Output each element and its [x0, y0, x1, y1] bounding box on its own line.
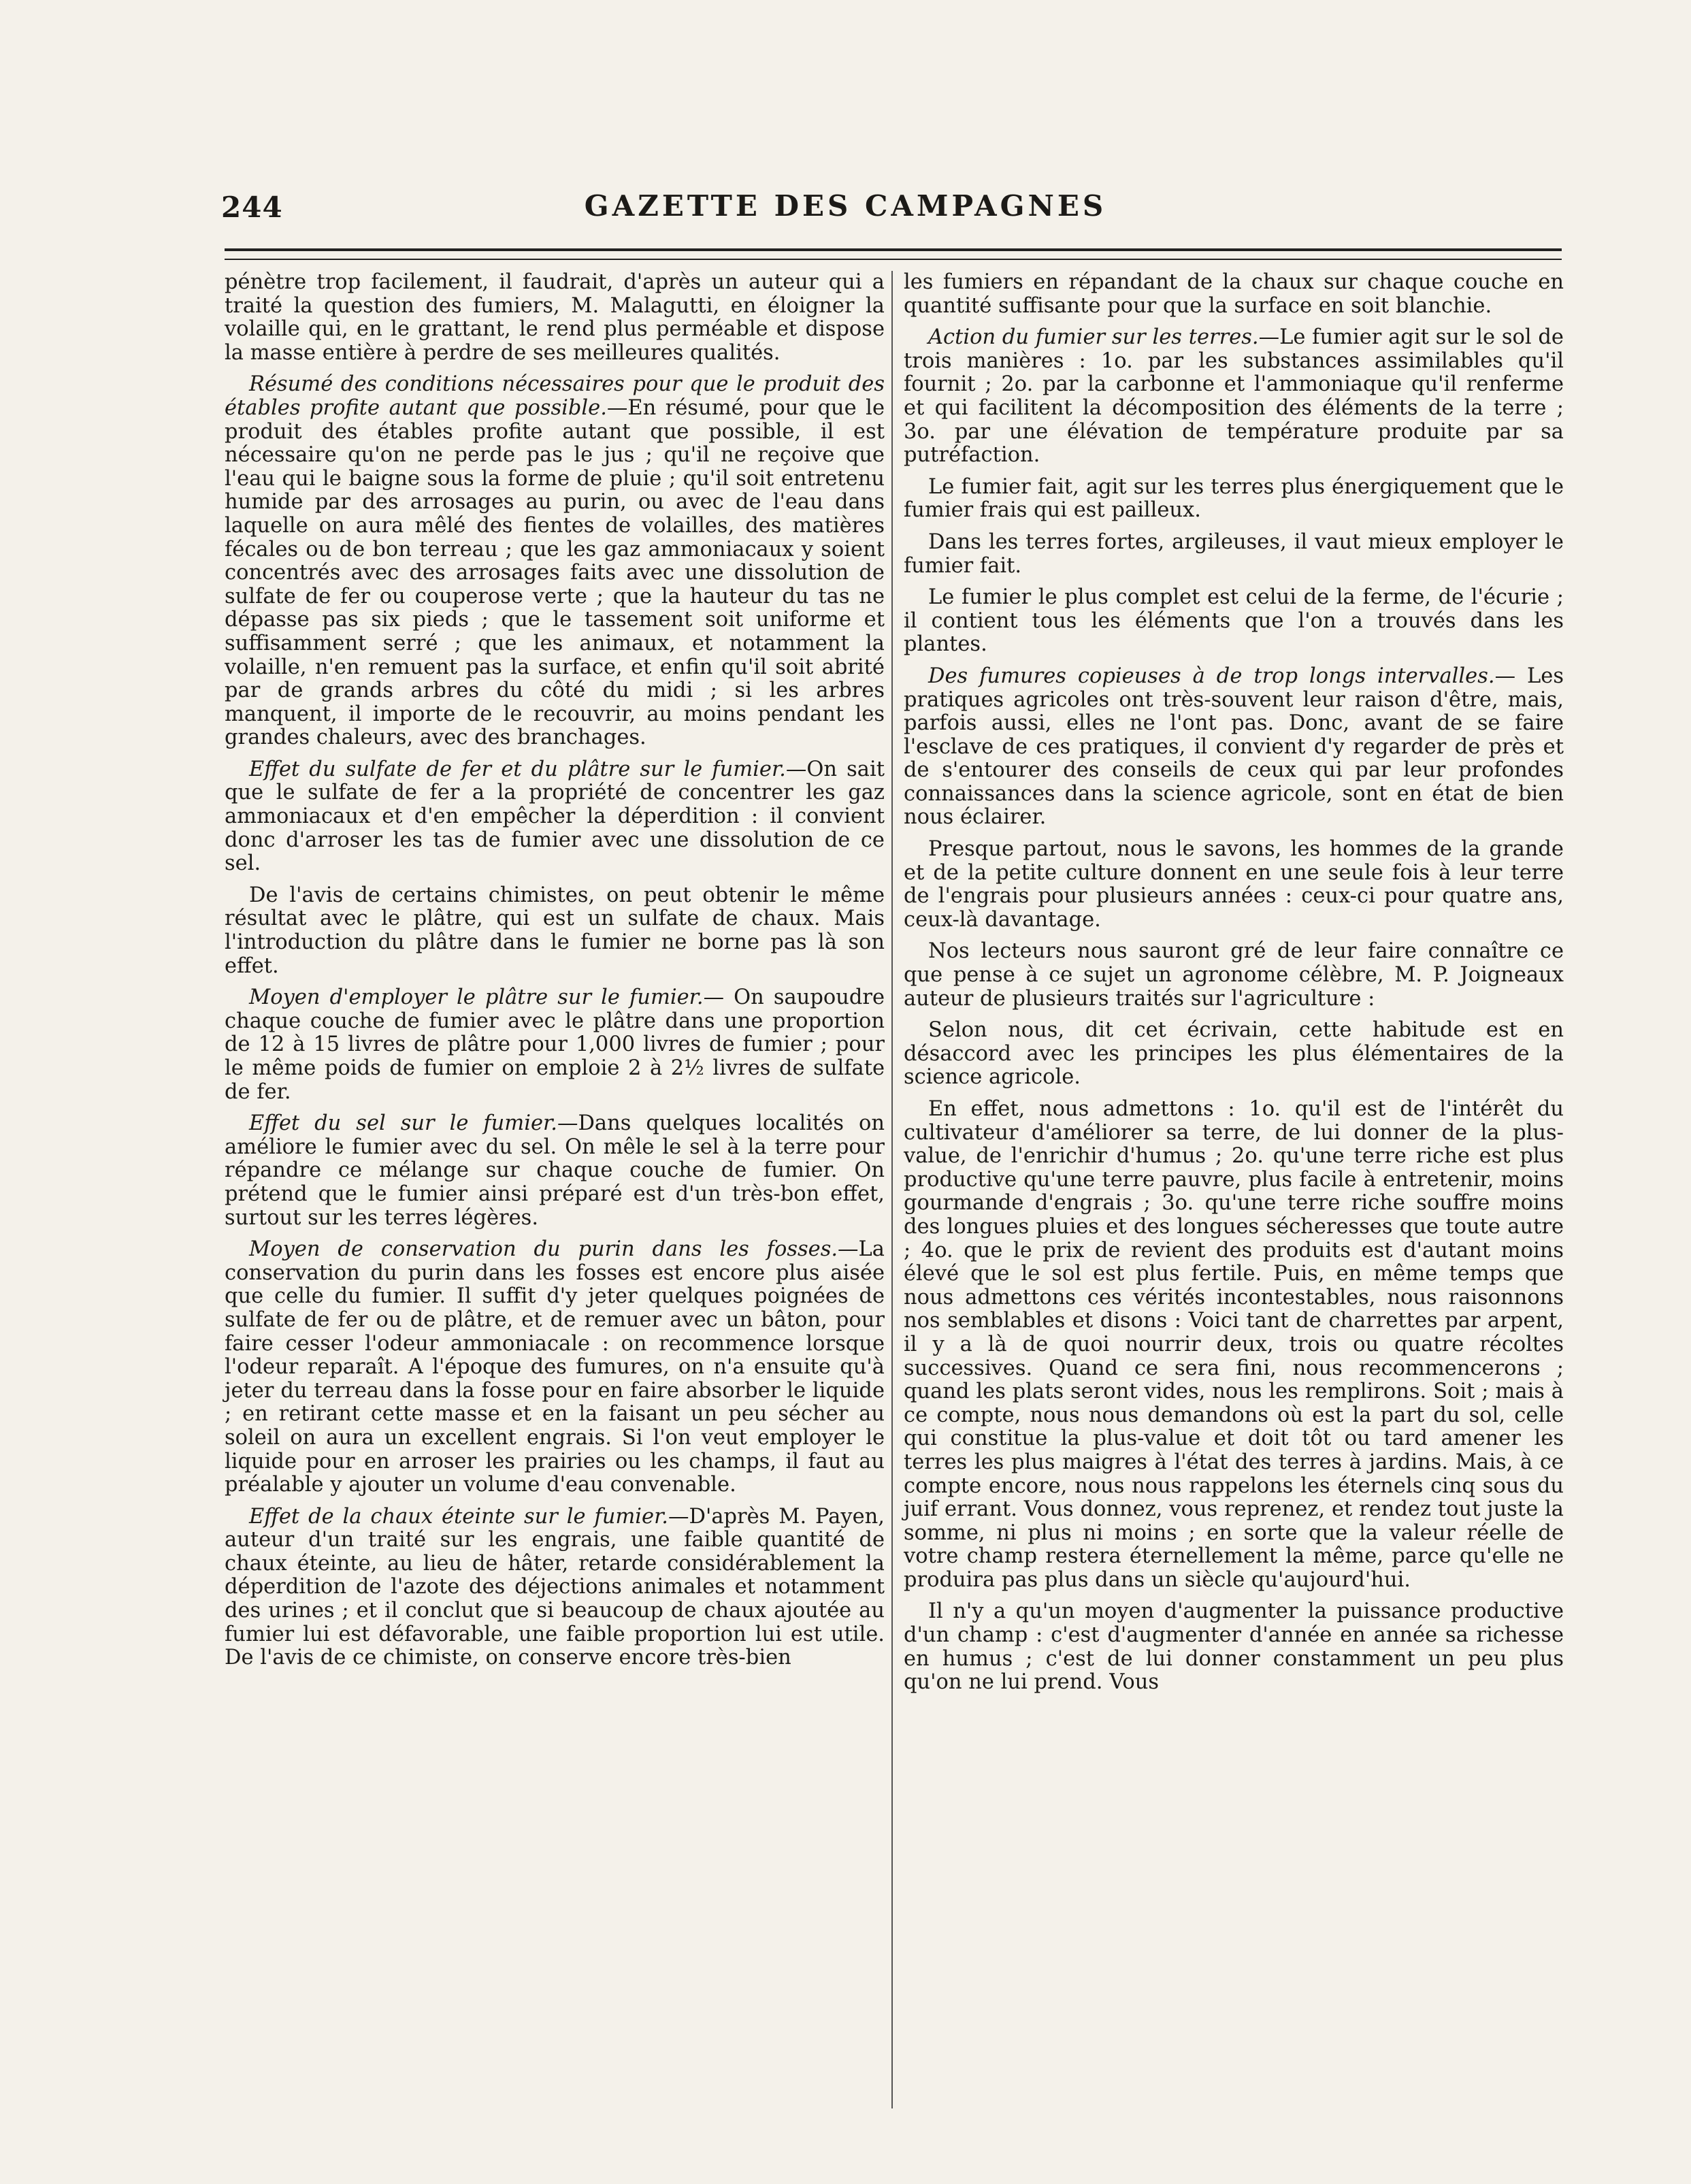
paragraph-text: Le fumier le plus complet est celui de la ferme, de l'écurie ; il contient tous les éléments que l'on a trouvés dans les plantes. [904, 585, 1564, 657]
paragraph [225, 884, 885, 978]
paragraph-text: les fumiers en répandant de la chaux sur chaque couche en quantité suffisante pour que la surface en soit blanchie. [904, 270, 1564, 318]
paragraph-text: —Le fumier agit sur le sol de trois manières : 1o. par les substances assimilables qu'il fournit ; 2o. par la carbonne et l'ammoniaque qu'il renferme et qui facilitent la décomposition des éléments de la terre ; 3o. par une élévation de température produite par sa putréfaction. [904, 325, 1564, 468]
section-heading: Effet du sulfate de fer et du plâtre sur le fumier. [249, 757, 786, 781]
paragraph [225, 986, 885, 1104]
paragraph [225, 1112, 885, 1230]
paragraph-text: Dans les terres fortes, argileuses, il vaut mieux employer le fumier fait. [904, 529, 1564, 578]
paragraph-text: De l'avis de certains chimistes, on peut obtenir le même résultat avec le plâtre, qui est un sulfate de chaux. Mais l'introduction du plâtre dans le fumier ne borne pas là son effet. [225, 883, 885, 978]
paragraph [904, 665, 1564, 830]
left-column [225, 271, 885, 1678]
paragraph [904, 586, 1564, 657]
section-heading: Des fumures copieuses à de trop longs intervalles. [928, 664, 1495, 688]
section-heading: Moyen de conservation du purin dans les fosses. [249, 1237, 838, 1262]
paragraph-text: — On saupoudre chaque couche de fumier avec le plâtre dans une proportion de 12 à 15 livres de plâtre pour 1,000 livres de fumier ; pour le même poids de fumier on emploie 2 à 2½ livres de sulfate de fer. [225, 985, 885, 1104]
header-rule-thick [225, 248, 1562, 251]
section-heading: Moyen d'employer le plâtre sur le fumier. [249, 985, 704, 1010]
paragraph-text: —D'après M. Payen, auteur d'un traité sur les engrais, une faible quantité de chaux éteinte, au lieu de hâter, retarde considérablement la déperdition de l'azote des déjections animales et notamment des urines ; et il conclut que si beaucoup de chaux ajoutée au fumier lui est défavorable, une faible proportion lui est utile. De l'avis de ce chimiste, on conserve encore très-bien [225, 1504, 885, 1670]
paragraph [904, 1019, 1564, 1090]
paragraph [904, 531, 1564, 578]
header-rule-thin [225, 259, 1562, 260]
paragraph-text: Il n'y a qu'un moyen d'augmenter la puissance productive d'un champ : c'est d'augmenter d'année en année sa richesse en humus ; c'est de lui donner constamment un peu plus qu'on ne lui prend. Vous [904, 1599, 1564, 1695]
paragraph-text: Le fumier fait, agit sur les terres plus énergiquement que le fumier frais qui est pailleux. [904, 474, 1564, 523]
paragraph [225, 373, 885, 750]
paragraph-text: Presque partout, nous le savons, les hommes de la grande et de la petite culture donnent en une seule fois à leur terre de l'engrais pour plusieurs années : ceux-ci pour quatre ans, ceux-là davantage. [904, 837, 1564, 932]
paragraph-text: —Dans quelques localités on améliore le fumier avec du sel. On mêle le sel à la terre pour répandre ce mélange sur chaque couche de fumier. On prétend que le fumier ainsi préparé est d'un très-bon effet, surtout sur les terres légères. [225, 1111, 885, 1230]
paragraph-text: —La conservation du purin dans les fosses est encore plus aisée que celle du fumier. Il suffit d'y jeter quelques poignées de sulfate de fer ou de plâtre, et de remuer avec un bâton, pour faire cesser l'odeur ammoniacale : on recommence lorsque l'odeur reparaît. A l'époque des fumures, on n'a ensuite qu'à jeter du terreau dans la fosse pour en faire absorber le liquide ; en retirant cette masse et en la faisant un peu sécher au soleil on aura un excellent engrais. Si l'on veut employer le liquide pour en arroser les prairies ou les champs, il faut au préalable y ajouter un volume d'eau convenable. [225, 1237, 885, 1497]
paragraph-text: pénètre trop facilement, il faudrait, d'après un auteur qui a traité la question des fumiers, M. Malagutti, en éloigner la volaille qui, en le grattant, le rend plus perméable et dispose la masse entière à perdre de ses meilleures qualités. [225, 270, 885, 365]
section-heading: Effet de la chaux éteinte sur le fumier. [249, 1504, 668, 1529]
right-column [904, 271, 1564, 1703]
paragraph-text: — Les pratiques agricoles ont très-souvent leur raison d'être, mais, parfois aussi, elles ne l'ont pas. Donc, avant de se faire l'esclave de ces pratiques, il convient d'y regarder de près et de s'entourer des conseils de ceux qui par leur profondes connaissances dans la science agricole, sont en état de bien nous éclairer. [904, 664, 1564, 830]
section-heading: Résumé des conditions nécessaires pour que le produit des étables profite autant que possible. [225, 372, 885, 420]
paragraph [904, 838, 1564, 932]
paragraph-text: Nos lecteurs nous sauront gré de leur faire connaître ce que pense à ce sujet un agronome célèbre, M. P. Joigneaux auteur de plusieurs traités sur l'agriculture : [904, 939, 1564, 1011]
paragraph [904, 271, 1564, 318]
paragraph [904, 940, 1564, 1011]
paragraph [225, 758, 885, 876]
paragraph-text: —On sait que le sulfate de fer a la propriété de concentrer les gaz ammoniacaux et d'en empêcher la déperdition : il convient donc d'arroser les tas de fumier avec une dissolution de ce sel. [225, 757, 885, 876]
paragraph [225, 1238, 885, 1497]
paragraph [904, 1098, 1564, 1592]
paragraph [904, 1600, 1564, 1694]
paragraph [225, 271, 885, 365]
section-heading: Effet du sel sur le fumier. [249, 1111, 557, 1136]
paragraph-text: En effet, nous admettons : 1o. qu'il est de l'intérêt du cultivateur d'améliorer sa terre, de lui donner de la plus-value, de l'enrichir d'humus ; 2o. qu'une terre riche est plus productive qu'une terre pauvre, plus facile à entretenir, moins gourmande d'engrais ; 3o. qu'une terre riche souffre moins des longues pluies et des longues sécheresses que toute autre ; 4o. que le prix de revient des produits est d'autant moins élevé que le sol est plus fertile. Puis, en même temps que nous admettons ces vérités incontestables, nous raisonnons nos semblables et disons : Voici tant de charrettes par arpent, il y a là de quoi nourrir deux, trois ou quatre récoltes successives. Quand ce sera fini, nous recommencerons ; quand les plats seront vides, nous les remplirons. Soit ; mais à ce compte, nous nous demandons où est la part du sol, celle qui constitue la plus-value et doit tôt ou tard amener les terres les plus maigres à l'état des terres à jardins. Mais, à ce compte encore, nous nous rappelons les éternels cinq sous du juif errant. Vous donnez, vous reprenez, et rendez tout juste la somme, ni plus ni moins ; en sorte que la valeur réelle de votre champ restera éternellement la même, parce qu'elle ne produira pas plus dans un siècle qu'aujourd'hui. [904, 1097, 1564, 1592]
paragraph [225, 1505, 885, 1670]
page-number: 244 [221, 191, 283, 224]
running-title: GAZETTE DES CAMPAGNES [584, 189, 1107, 223]
section-heading: Action du fumier sur les terres. [928, 325, 1259, 350]
paragraph-text: Selon nous, dit cet écrivain, cette habitude est en désaccord avec les principes les plus élémentaires de la science agricole. [904, 1018, 1564, 1090]
paragraph [904, 476, 1564, 523]
paragraph-text: —En résumé, pour que le produit des étables profite autant que possible, il est nécessaire qu'on ne perde pas le jus ; qu'il ne reçoive que l'eau qui le baigne sous la forme de pluie ; qu'il soit entretenu humide par des arrosages au purin, ou avec de l'eau dans laquelle on aura mêlé des fientes de volailles, des matières fécales ou de bon terreau ; que les gaz ammoniacaux y soient concentrés avec des arrosages faits avec une dissolution de sulfate de fer ou couperose verte ; que la hauteur du tas ne dépasse pas six pieds ; que le tassement soit uniforme et suffisamment serré ; que les animaux, et notamment la volaille, n'en remuent pas la surface, et enfin qu'il soit abrité par de grands arbres du côté du midi ; si les arbres manquent, il importe de le recouvrir, au moins pendant les grandes chaleurs, avec des branchages. [225, 395, 885, 750]
paragraph [904, 326, 1564, 468]
column-divider [891, 271, 893, 2108]
